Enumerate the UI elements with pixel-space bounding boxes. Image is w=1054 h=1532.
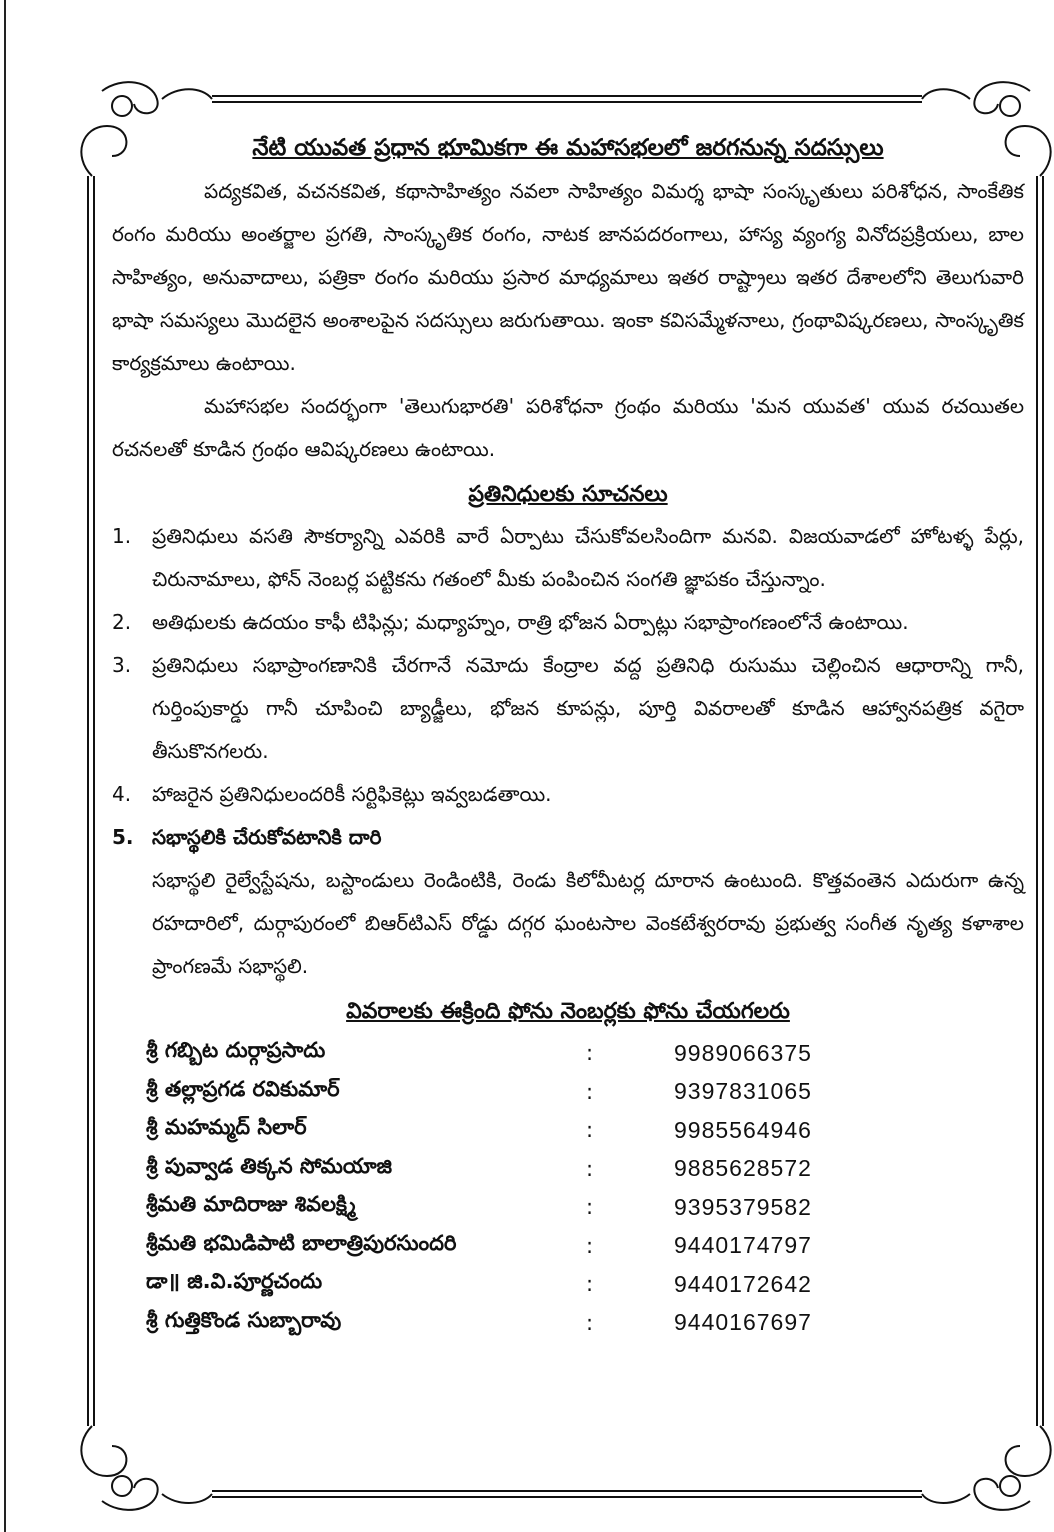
contact-row <box>112 1073 1024 1112</box>
contact-phone: 9440172642 <box>674 1270 812 1297</box>
contact-name: శ్రీ గుత్తికొండ సుబ్బారావు <box>146 1307 342 1332</box>
contact-row <box>112 1304 1024 1343</box>
contact-name: డా॥ జి.వి.పూర్ణచందు <box>146 1269 323 1294</box>
instructions-list <box>112 515 1024 859</box>
contact-phone: 9985564946 <box>674 1116 812 1143</box>
list-item <box>112 816 1024 859</box>
contact-separator: : <box>586 1272 594 1297</box>
contact-row <box>112 1265 1024 1304</box>
list-item <box>112 601 1024 644</box>
contact-separator: : <box>586 1118 594 1143</box>
list-item-number: 5. <box>112 825 134 849</box>
list-item-text: అతిథులకు ఉదయం కాఫీ టిఫిన్లు; మధ్యాహ్నం, రాత్రి భోజన ఏర్పాట్లు సభాప్రాంగణంలోనే ఉంటాయి. <box>152 610 909 634</box>
sessions-paragraph: పద్యకవిత, వచనకవిత, కథాసాహిత్యం నవలా సాహిత్యం విమర్శ భాషా సంస్కృతులు పరిశోధన, సాంకేతిక రంగం మరియు అంతర్జాల ప్రగతి, సాంస్కృతిక రంగం, నాటక జానపదరంగాలు, హాస్య వ్యంగ్య వినోదప్రక్రియలు, బాల సాహిత్యం, అనువాదాలు, పత్రికా రంగం మరియు ప్రసార మాధ్యమాలు ఇతర రాష్ట్రాలు ఇతర దేశాలలోని తెలుగువారి భాషా సమస్యలు మొదలైన అంశాలపైన సదస్సులు జరుగుతాయి. ఇంకా కవిసమ్మేళనాలు, గ్రంథావిష్కరణలు, సాంస్కృతిక కార్యక్రమాలు ఉంటాయి. <box>112 179 1024 375</box>
contact-name: శ్రీ తల్లాప్రగడ రవికుమార్ <box>146 1076 340 1101</box>
contact-name: శ్రీ మహమ్మద్ సిలార్ <box>146 1115 307 1140</box>
list-item-number: 4. <box>112 782 132 806</box>
contact-separator: : <box>586 1233 594 1258</box>
list-item-text: ప్రతినిధులు వసతి సౌకర్యాన్ని ఎవరికి వారే ఏర్పాటు చేసుకోవలసిందిగా మనవి. విజయవాడలో హోటళ్ళ పేర్లు, చిరునామాలు, ఫోన్ నెంబర్ల పట్టికను గతంలో మీకు పంపించిన సంగతి జ్ఞాపకం చేస్తున్నాం. <box>152 524 1024 591</box>
list-item-number: 3. <box>112 653 132 677</box>
contacts-table <box>112 1034 1024 1342</box>
contact-name: శ్రీమతి మాదిరాజు శివలక్ష్మి <box>146 1192 356 1217</box>
conference-sessions-heading: నేటి యువత ప్రధాన భూమికగా ఈ మహాసభలలో జరగనున్న సదస్సులు <box>252 135 884 161</box>
contact-separator: : <box>586 1195 594 1220</box>
contact-row <box>112 1111 1024 1150</box>
contact-phone: 9397831065 <box>674 1078 812 1105</box>
list-item-number: 1. <box>112 524 132 548</box>
contact-row <box>112 1150 1024 1189</box>
list-item-text: సభాస్థలికి చేరుకోవటానికి దారి <box>152 825 382 849</box>
directions-paragraph: సభాస్థలి రైల్వేస్టేషను, బస్టాండులు రెండింటికి, రెండు కిలోమీటర్ల దూరాన ఉంటుంది. కొత్తవంతెన ఎదురుగా ఉన్న రహదారిలో, దుర్గాపురంలో బిఆర్‌టిఎస్ రోడ్డు దగ్గర ఘంటసాల వెంకటేశ్వరరావు ప్రభుత్వ సంగీత నృత్య కళాశాల ప్రాంగణమే సభాస్థలి. <box>152 868 1024 978</box>
book-release-paragraph: మహాసభల సందర్భంగా 'తెలుగుభారతి' పరిశోధనా గ్రంథం మరియు 'మన యువత' యువ రచయితల రచనలతో కూడిన గ్రంథం ఆవిష్కరణలు ఉంటాయి. <box>112 394 1024 461</box>
contact-row <box>112 1034 1024 1073</box>
contact-phone: 9395379582 <box>674 1193 812 1220</box>
page-edge-line <box>4 0 6 1532</box>
contact-name: శ్రీ గబ్బిట దుర్గాప్రసాదు <box>146 1038 326 1063</box>
contact-phone: 9989066375 <box>674 1039 812 1066</box>
contact-phone: 9440174797 <box>674 1232 812 1259</box>
contact-separator: : <box>586 1156 594 1181</box>
list-item-text: హాజరైన ప్రతినిధులందరికీ సర్టిఫికెట్లు ఇవ్వబడతాయి. <box>152 782 552 806</box>
contact-row <box>112 1227 1024 1266</box>
contact-phone: 9885628572 <box>674 1155 812 1182</box>
list-item <box>112 773 1024 816</box>
list-item-number: 2. <box>112 610 132 634</box>
contact-row <box>112 1188 1024 1227</box>
contact-separator: : <box>586 1310 594 1335</box>
contacts-heading: వివరాలకు ఈక్రింది ఫోను నెంబర్లకు ఫోను చేయగలరు <box>346 999 790 1024</box>
contact-phone: 9440167697 <box>674 1309 812 1336</box>
instructions-heading: ప్రతినిధులకు సూచనలు <box>468 482 668 507</box>
list-item <box>112 515 1024 601</box>
contact-name: శ్రీమతి భమిడిపాటి బాలాత్రిపురసుందరి <box>146 1230 457 1255</box>
contact-separator: : <box>586 1041 594 1066</box>
contact-name: శ్రీ పువ్వాడ తిక్కన సోమయాజి <box>146 1153 392 1178</box>
list-item <box>112 644 1024 773</box>
list-item-text: ప్రతినిధులు సభాప్రాంగణానికి చేరగానే నమోదు కేంద్రాల వద్ద ప్రతినిధి రుసుము చెల్లించిన ఆధారాన్ని గానీ, గుర్తింపుకార్డు గానీ చూపించి బ్యాడ్జీలు, భోజన కూపన్లు, పూర్తి వివరాలతో కూడిన ఆహ్వానపత్రిక వగైరా తీసుకొనగలరు. <box>152 653 1024 763</box>
contact-separator: : <box>586 1079 594 1104</box>
document-body <box>112 130 1024 1342</box>
